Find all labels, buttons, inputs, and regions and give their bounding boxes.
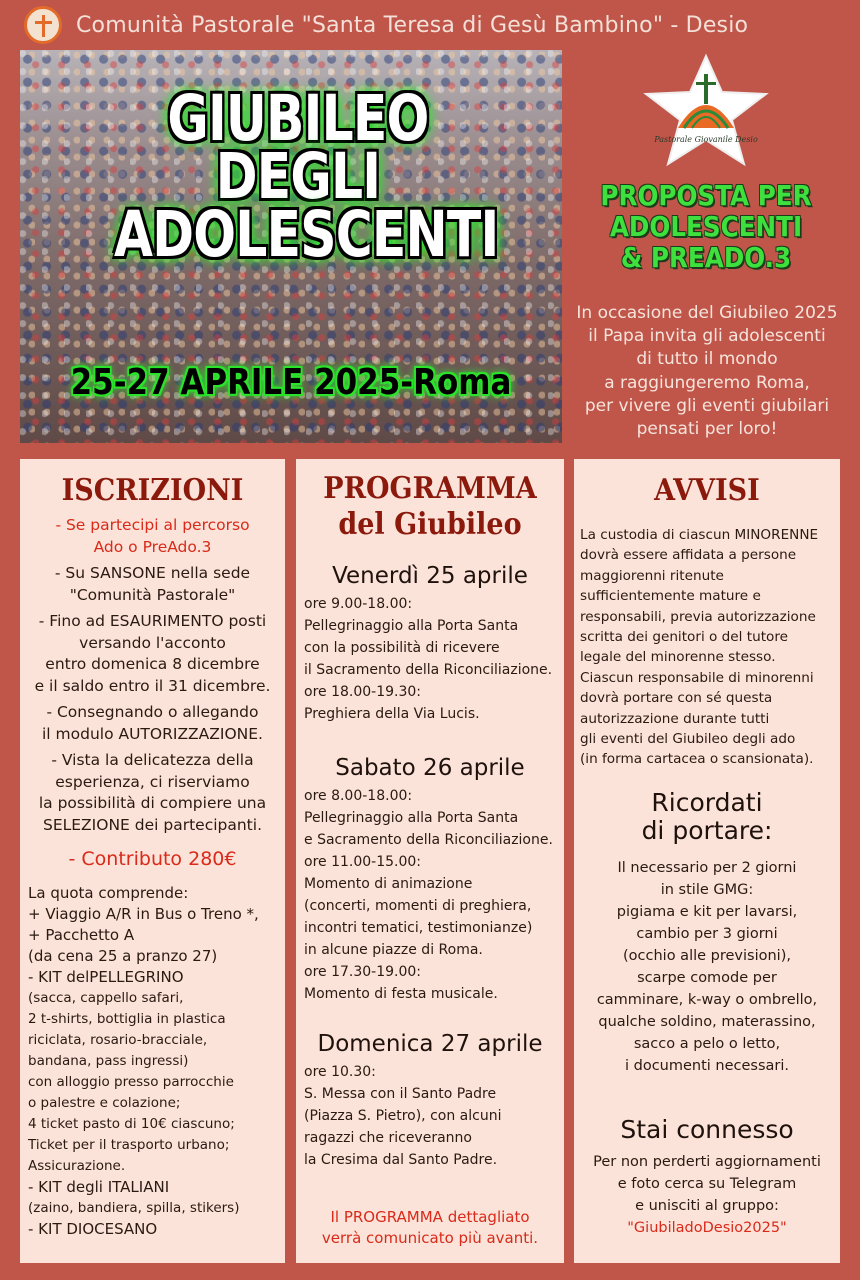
program-line: ragazzi che riceveranno <box>304 1130 472 1146</box>
star-cross-logo-icon <box>638 52 774 172</box>
kit-line: - KIT degli ITALIANI <box>28 1178 170 1196</box>
telegram-group-name: "GiubiladoDesio2025" <box>627 1220 787 1236</box>
avvisi-text <box>580 525 838 770</box>
iscrizioni-panel <box>20 459 285 1263</box>
hero-dates: 25-27 APRILE 2025-Roma <box>70 362 512 403</box>
avvisi-line: autorizzazione durante tutti <box>580 710 770 727</box>
iscrizioni-line: il modulo AUTORIZZAZIONE. <box>41 724 263 743</box>
remember-line: in stile GMG: <box>660 882 754 898</box>
kit-line: Assicurazione. <box>28 1158 126 1174</box>
kit-line: 2 t-shirts, bottiglia in plastica <box>28 1011 226 1027</box>
proposal-line: PROPOSTA PER <box>600 179 812 212</box>
quota-line: La quota comprende: <box>28 884 189 902</box>
hero-crowd-image <box>20 50 562 443</box>
intro-line: il Papa invita gli adolescenti <box>588 326 826 347</box>
intro-line: pensati per loro! <box>636 419 778 440</box>
kit-line: (sacca, cappello safari, <box>28 990 184 1006</box>
avvisi-line: (in forma cartacea o scansionata). <box>580 751 814 768</box>
program-note-line: Il PROGRAMMA dettagliato <box>330 1208 530 1226</box>
connect-text <box>574 1151 840 1239</box>
programma-title-line: del Giubileo <box>338 507 522 542</box>
program-line: Momento di festa musicale. <box>304 986 498 1002</box>
quota-line: + Viaggio A/R in Bus o Treno *, <box>28 905 259 923</box>
remember-title-line: di portare: <box>641 816 773 845</box>
program-line: ore 9.00-18.00: <box>304 596 413 612</box>
program-line: ore 10.30: <box>304 1064 376 1080</box>
proposal-line: ADOLESCENTI <box>609 210 803 243</box>
remember-line: camminare, k-way o ombrello, <box>596 992 818 1008</box>
kit-line: 4 ticket pasto di 10€ ciascuno; <box>28 1116 235 1132</box>
intro-line: In occasione del Giubileo 2025 <box>576 303 838 323</box>
iscrizioni-red-line: - Se partecipi al percorso <box>55 516 250 534</box>
avvisi-panel <box>574 459 840 1263</box>
kit-line: o palestre e colazione; <box>28 1095 181 1111</box>
iscrizioni-line: - Vista la delicatezza della <box>51 751 254 769</box>
proposal-heading <box>588 180 824 273</box>
hero-title-line: DEGLI <box>215 140 381 213</box>
kit-line: riciclata, rosario-bracciale, <box>28 1032 208 1048</box>
intro-line: di tutto il mondo <box>636 349 778 370</box>
parish-name: Comunità Pastorale "Santa Teresa di Gesù Bambino" - Desio <box>76 12 749 38</box>
program-line: ore 17.30-19.00: <box>304 964 422 980</box>
remember-title-line: Ricordati <box>651 788 763 817</box>
avvisi-line: scritta dei genitori o del tutore <box>580 629 789 646</box>
avvisi-line: maggiorenni ritenute <box>580 567 724 584</box>
program-line: Momento di animazione <box>304 876 473 892</box>
remember-line: qualche soldino, materassino, <box>598 1014 816 1030</box>
intro-text <box>566 302 848 441</box>
program-line: ore 8.00-18.00: <box>304 788 413 804</box>
day-title: Sabato 26 aprile <box>335 755 525 781</box>
proposal-line: & PREADO.3 <box>620 241 792 274</box>
quota-line: + Pacchetto A <box>28 926 135 944</box>
program-line: il Sacramento della Riconciliazione. <box>304 662 553 678</box>
program-line: (Piazza S. Pietro), con alcuni <box>304 1108 502 1124</box>
remember-line: i documenti necessari. <box>624 1058 790 1074</box>
star-logo-text: Pastorale Giovanile Desio <box>654 135 758 144</box>
intro-line: per vivere gli eventi giubilari <box>584 395 830 416</box>
remember-line: pigiama e kit per lavarsi, <box>616 904 798 920</box>
program-line: con la possibilità di ricevere <box>304 640 500 656</box>
avvisi-line: dovrà essere affidata a persone <box>580 547 797 564</box>
remember-line: Il necessario per 2 giorni <box>617 860 797 876</box>
program-line: Pellegrinaggio alla Porta Santa <box>304 810 519 826</box>
program-line: Pellegrinaggio alla Porta Santa <box>304 618 519 634</box>
iscrizioni-line: e il saldo entro il 31 dicembre. <box>34 676 271 695</box>
programma-title <box>309 471 550 543</box>
program-note-line: verrà comunicato più avanti. <box>321 1229 539 1247</box>
iscrizioni-list <box>20 515 285 872</box>
iscrizioni-line: - Su SANSONE nella sede <box>54 564 251 582</box>
remember-list <box>574 857 840 1077</box>
day-sunday <box>296 1031 564 1171</box>
iscrizioni-title: ISCRIZIONI <box>61 473 244 508</box>
quota-line: - KIT delPELLEGRINO <box>28 968 184 986</box>
kit-line: - KIT DIOCESANO <box>28 1220 158 1238</box>
remember-line: (occhio alle previsioni), <box>623 948 791 964</box>
hero-title-line: GIUBILEO <box>167 82 429 155</box>
kit-line: bandana, pass ingressi) <box>28 1053 189 1069</box>
program-note <box>296 1207 564 1249</box>
kit-line: (zaino, bandiera, spilla, stikers) <box>28 1200 240 1216</box>
day-friday <box>296 563 564 725</box>
connect-title: Stai connesso <box>620 1115 794 1144</box>
kit-line: Ticket per il trasporto urbano; <box>28 1137 230 1153</box>
program-line: e Sacramento della Riconciliazione. <box>304 832 553 848</box>
header-bar <box>0 0 860 50</box>
program-line: (concerti, momenti di preghiera, <box>304 898 532 914</box>
iscrizioni-red-line: Ado o PreAdo.3 <box>93 537 212 556</box>
program-line: la Cresima dal Santo Padre. <box>304 1152 498 1168</box>
day-saturday <box>296 755 564 1005</box>
hero-title <box>114 82 499 271</box>
program-line: ore 18.00-19.30: <box>304 684 422 700</box>
day-title: Domenica 27 aprile <box>317 1031 543 1057</box>
programma-title-line: PROGRAMMA <box>323 471 537 506</box>
remember-line: cambio per 3 giorni <box>636 926 778 942</box>
iscrizioni-line: "Comunità Pastorale" <box>69 585 236 604</box>
remember-title <box>574 789 840 845</box>
contribution-price: - Contributo 280€ <box>68 848 237 870</box>
iscrizioni-line: entro domenica 8 dicembre <box>45 655 260 673</box>
avvisi-line: sufficientemente mature e <box>580 588 761 605</box>
avvisi-line: gli eventi del Giubileo degli ado <box>580 731 796 748</box>
quota-details <box>28 883 283 1240</box>
avvisi-line: responsabili, previa autorizzazione <box>580 608 816 625</box>
avvisi-line: legale del minorenne stesso. <box>580 649 776 666</box>
remember-line: scarpe comode per <box>637 970 777 986</box>
program-line: in alcune piazze di Roma. <box>304 942 483 958</box>
day-title: Venerdì 25 aprile <box>332 563 528 589</box>
programma-panel <box>296 459 564 1263</box>
program-line: ore 11.00-15.00: <box>304 854 422 870</box>
iscrizioni-line: SELEZIONE dei partecipanti. <box>43 815 262 834</box>
avvisi-line: dovrà portare con sé questa <box>580 690 773 707</box>
hero-title-line: ADOLESCENTI <box>114 198 499 271</box>
iscrizioni-line: la possibilità di compiere una <box>38 794 267 812</box>
program-line: S. Messa con il Santo Padre <box>304 1086 497 1102</box>
program-line: Preghiera della Via Lucis. <box>304 706 480 722</box>
iscrizioni-line: - Fino ad ESAURIMENTO posti <box>38 612 267 630</box>
avvisi-line: La custodia di ciascun MINORENNE <box>580 527 819 543</box>
avvisi-title: AVVISI <box>654 473 760 508</box>
intro-line: a raggiungeremo Roma, <box>604 372 810 393</box>
kit-line: con alloggio presso parrocchie <box>28 1074 234 1090</box>
avvisi-line: Ciascun responsabile di minorenni <box>580 669 814 686</box>
remember-line: sacco a pelo o letto, <box>633 1036 781 1052</box>
connect-line: e unisciti al gruppo: <box>635 1198 779 1214</box>
parish-cross-logo-icon <box>24 6 62 44</box>
connect-line: e foto cerca su Telegram <box>617 1176 797 1192</box>
iscrizioni-line: versando l'acconto <box>79 633 226 652</box>
iscrizioni-line: - Consegnando o allegando <box>46 703 259 721</box>
quota-line: (da cena 25 a pranzo 27) <box>28 947 218 965</box>
program-line: incontri tematici, testimonianze) <box>304 920 533 936</box>
connect-line: Per non perderti aggiornamenti <box>593 1154 821 1170</box>
iscrizioni-line: esperienza, ci riserviamo <box>55 772 250 791</box>
